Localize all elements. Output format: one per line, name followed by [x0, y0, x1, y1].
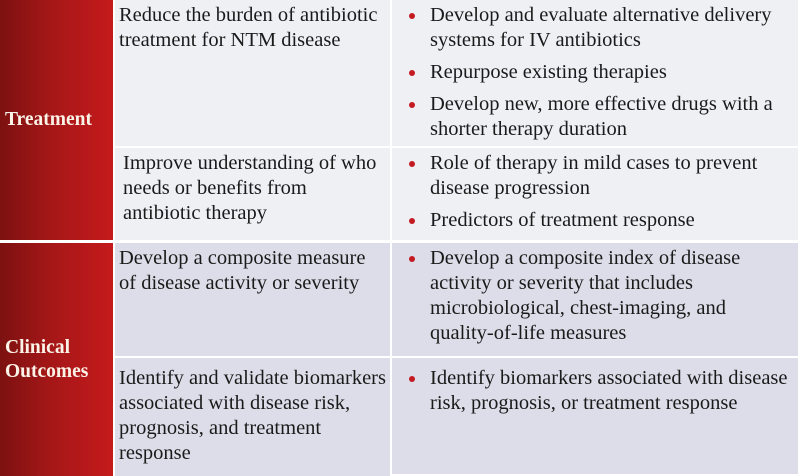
list-item [400, 366, 794, 416]
bullet-text: Develop a composite index of disease activity or severity that includes microbiological, chest-imaging, and quality-of-life measures [430, 247, 741, 344]
goal-cell [115, 243, 390, 356]
list-item [400, 151, 794, 201]
list-item [400, 92, 794, 142]
bullet-text: Identify biomarkers associated with disease risk, prognosis, or treatment response [430, 367, 788, 414]
goal-cell [115, 358, 390, 476]
bullet-list [400, 366, 794, 416]
list-item [400, 208, 794, 233]
bullet-text: Develop and evaluate alternative delivery systems for IV antibiotics [430, 4, 772, 51]
actions-cell [392, 148, 798, 240]
bullet-text: Predictors of treatment response [430, 209, 695, 231]
bullet-icon [409, 161, 415, 167]
bullet-icon [409, 102, 415, 108]
list-item [400, 60, 794, 85]
bullet-icon [409, 218, 415, 224]
goal-cell [115, 148, 390, 240]
bullet-text: Develop new, more effective drugs with a shorter therapy duration [430, 93, 773, 140]
goal-text: Improve understanding of who needs or benefits from antibiotic therapy [123, 152, 377, 224]
bullet-icon [409, 256, 415, 262]
goal-text: Identify and validate biomarkers associated with disease risk, prognosis, and treatment response [119, 367, 386, 464]
bullet-list [400, 151, 794, 233]
bullet-list [400, 246, 794, 346]
list-item [400, 246, 794, 346]
bullet-icon [409, 70, 415, 76]
bullet-icon [409, 13, 415, 19]
goal-text: Develop a composite measure of disease activity or severity [119, 247, 366, 294]
bullet-text: Role of therapy in mild cases to prevent disease progression [430, 152, 758, 199]
goal-cell [115, 0, 390, 146]
category-clinical-outcomes [0, 243, 113, 476]
actions-cell [392, 0, 798, 146]
actions-cell [392, 243, 798, 356]
category-label: Treatment [5, 109, 92, 130]
bullet-text: Repurpose existing therapies [430, 61, 667, 83]
actions-cell [392, 358, 798, 474]
goal-text: Reduce the burden of antibiotic treatment for NTM disease [119, 4, 378, 51]
bullet-list [400, 3, 794, 142]
category-label: Clinical Outcomes [5, 336, 89, 382]
bullet-icon [409, 376, 415, 382]
list-item [400, 3, 794, 53]
category-treatment [0, 0, 113, 240]
